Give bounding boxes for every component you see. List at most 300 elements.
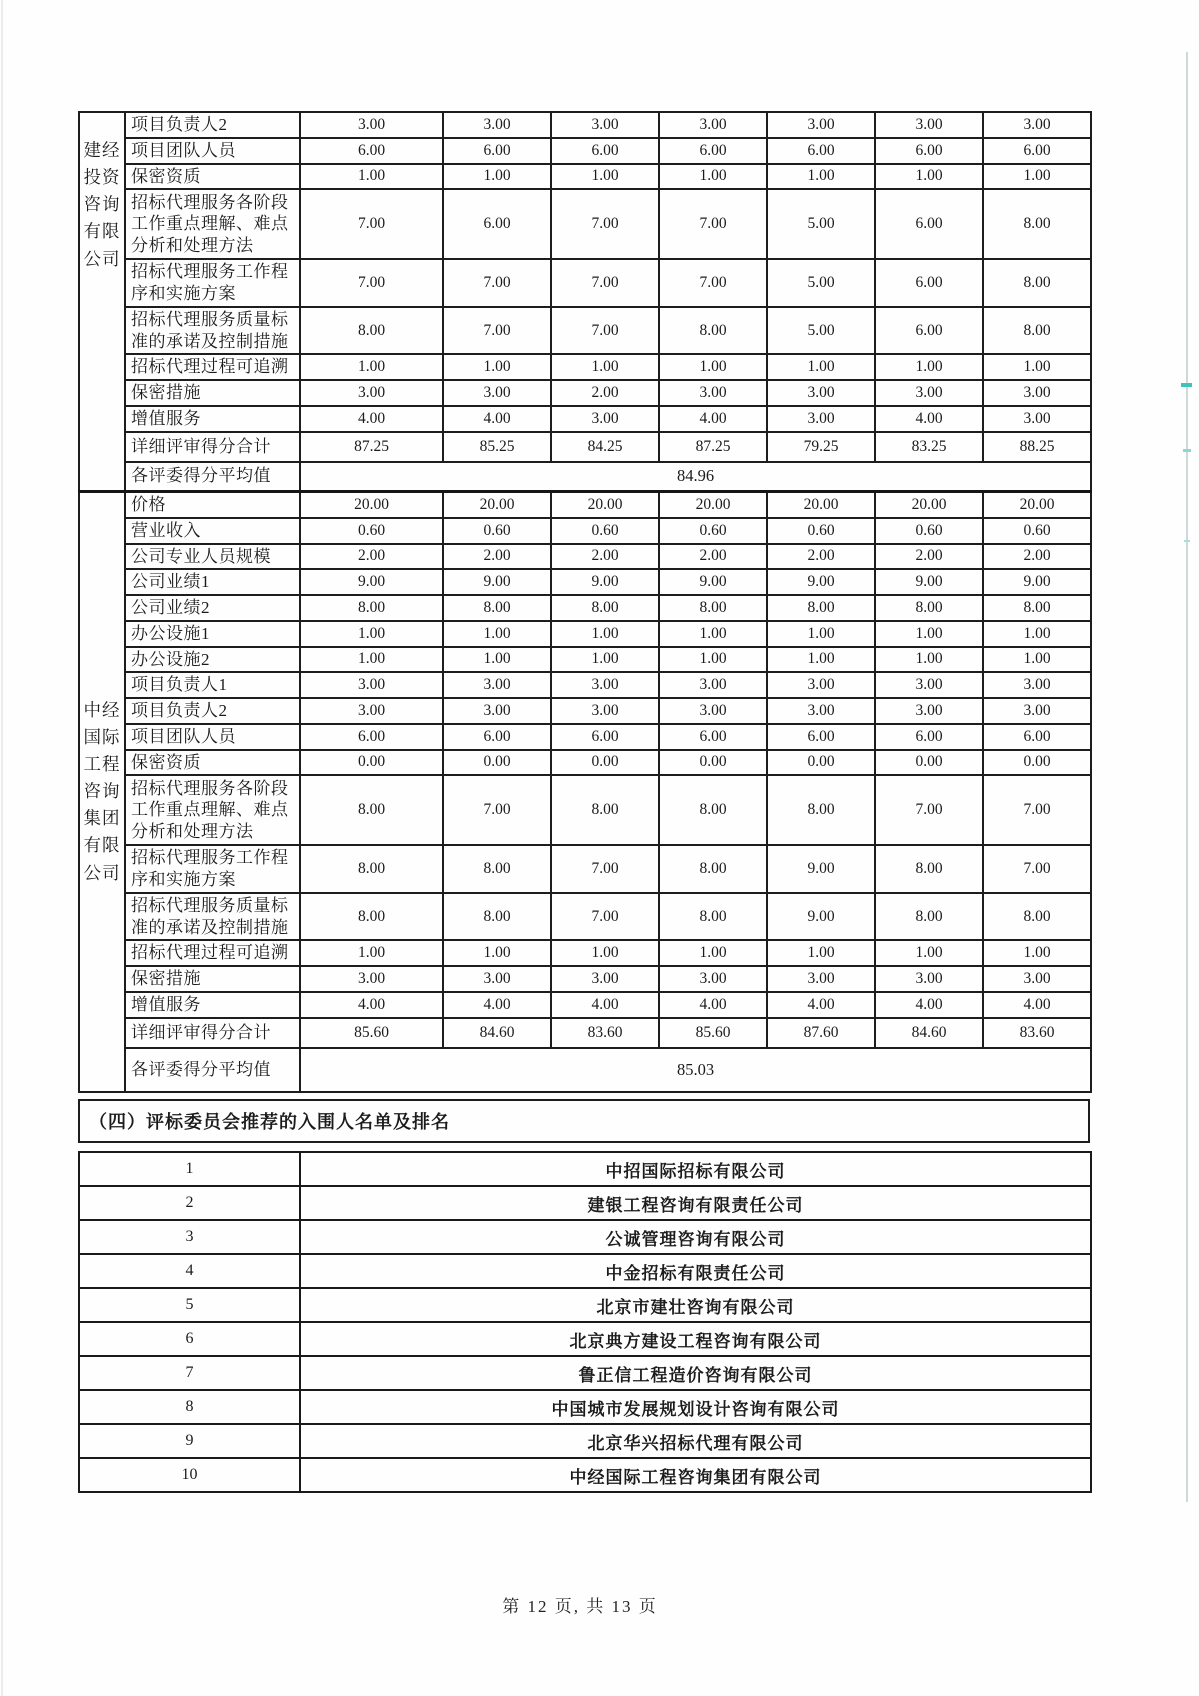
total-score-cell: 88.25 <box>983 432 1091 462</box>
score-cell: 3.00 <box>767 380 875 406</box>
score-cell: 3.00 <box>875 380 983 406</box>
score-cell: 0.60 <box>875 518 983 544</box>
score-cell: 3.00 <box>983 672 1091 698</box>
score-row <box>79 112 1091 138</box>
score-cell: 3.00 <box>300 672 443 698</box>
rank-number: 10 <box>79 1458 300 1492</box>
criteria-label: 价格 <box>125 492 300 518</box>
score-cell: 1.00 <box>983 647 1091 673</box>
score-cell: 8.00 <box>659 893 767 941</box>
score-cell: 3.00 <box>300 966 443 992</box>
score-cell: 1.00 <box>443 940 551 966</box>
score-cell: 20.00 <box>300 492 443 518</box>
company-name: 北京市建壮咨询有限公司 <box>300 1288 1091 1322</box>
ranking-row <box>79 1288 1091 1322</box>
score-cell: 6.00 <box>443 189 551 259</box>
score-cell: 20.00 <box>659 492 767 518</box>
score-row <box>79 138 1091 164</box>
score-cell: 3.00 <box>300 698 443 724</box>
score-cell: 9.00 <box>659 569 767 595</box>
score-cell: 3.00 <box>983 966 1091 992</box>
score-cell: 9.00 <box>875 569 983 595</box>
score-cell: 9.00 <box>767 569 875 595</box>
score-cell: 1.00 <box>767 621 875 647</box>
company-name: 中国城市发展规划设计咨询有限公司 <box>300 1390 1091 1424</box>
score-cell: 6.00 <box>983 724 1091 750</box>
score-cell: 0.00 <box>983 750 1091 776</box>
score-cell: 5.00 <box>767 259 875 307</box>
score-cell: 1.00 <box>983 621 1091 647</box>
score-cell: 6.00 <box>875 307 983 355</box>
criteria-label: 项目负责人2 <box>125 112 300 138</box>
bidder-name-text: 中经国际工程咨询集团有限公司 <box>83 699 121 883</box>
score-cell: 1.00 <box>875 621 983 647</box>
score-row <box>79 647 1091 673</box>
score-cell: 3.00 <box>875 698 983 724</box>
score-cell: 7.00 <box>443 259 551 307</box>
criteria-label: 项目团队人员 <box>125 138 300 164</box>
score-cell: 8.00 <box>659 595 767 621</box>
score-cell: 5.00 <box>767 189 875 259</box>
rank-number: 3 <box>79 1220 300 1254</box>
criteria-label: 保密资质 <box>125 750 300 776</box>
score-cell: 6.00 <box>875 724 983 750</box>
score-cell: 3.00 <box>767 698 875 724</box>
company-name: 建银工程咨询有限责任公司 <box>300 1186 1091 1220</box>
score-cell: 0.60 <box>983 518 1091 544</box>
score-cell: 3.00 <box>767 406 875 432</box>
score-cell: 1.00 <box>551 940 659 966</box>
score-row <box>79 595 1091 621</box>
score-cell: 0.60 <box>551 518 659 544</box>
total-score-cell: 79.25 <box>767 432 875 462</box>
criteria-label: 招标代理服务工作程序和实施方案 <box>125 259 300 307</box>
score-cell: 9.00 <box>767 845 875 893</box>
score-cell: 6.00 <box>875 189 983 259</box>
score-cell: 1.00 <box>875 354 983 380</box>
score-cell: 8.00 <box>443 893 551 941</box>
scan-edge-line <box>1186 52 1188 1502</box>
score-cell: 1.00 <box>551 354 659 380</box>
score-cell: 8.00 <box>983 259 1091 307</box>
criteria-label: 招标代理过程可追溯 <box>125 940 300 966</box>
score-cell: 3.00 <box>875 112 983 138</box>
score-cell: 7.00 <box>551 259 659 307</box>
bidder-name-text: 建经投资咨询有限公司 <box>83 140 121 269</box>
criteria-label: 招标代理服务质量标准的承诺及控制措施 <box>125 893 300 941</box>
score-cell: 3.00 <box>659 966 767 992</box>
company-name: 北京华兴招标代理有限公司 <box>300 1424 1091 1458</box>
score-cell: 8.00 <box>875 595 983 621</box>
score-cell: 2.00 <box>659 544 767 570</box>
score-cell: 3.00 <box>983 112 1091 138</box>
criteria-label: 详细评审得分合计 <box>125 432 300 462</box>
score-row <box>79 672 1091 698</box>
score-row <box>79 354 1091 380</box>
score-cell: 3.00 <box>983 698 1091 724</box>
score-cell: 1.00 <box>983 940 1091 966</box>
page-footer: 第 12 页, 共 13 页 <box>502 1597 658 1616</box>
score-cell: 1.00 <box>300 354 443 380</box>
score-cell: 1.00 <box>767 164 875 190</box>
rank-number: 6 <box>79 1322 300 1356</box>
criteria-label: 招标代理服务各阶段工作重点理解、难点分析和处理方法 <box>125 775 300 845</box>
score-cell: 3.00 <box>659 380 767 406</box>
score-cell: 0.00 <box>551 750 659 776</box>
criteria-label: 办公设施2 <box>125 647 300 673</box>
score-cell: 8.00 <box>767 775 875 845</box>
score-cell: 7.00 <box>659 189 767 259</box>
score-cell: 20.00 <box>767 492 875 518</box>
company-name: 中招国际招标有限公司 <box>300 1152 1091 1186</box>
total-score-cell: 85.60 <box>659 1018 767 1048</box>
company-name: 公诚管理咨询有限公司 <box>300 1220 1091 1254</box>
score-cell: 2.00 <box>300 544 443 570</box>
score-cell: 3.00 <box>551 966 659 992</box>
total-score-cell: 85.60 <box>300 1018 443 1048</box>
criteria-label: 保密资质 <box>125 164 300 190</box>
score-cell: 8.00 <box>983 189 1091 259</box>
criteria-label: 保密措施 <box>125 380 300 406</box>
score-cell: 1.00 <box>983 354 1091 380</box>
score-cell: 2.00 <box>875 544 983 570</box>
total-score-cell: 83.60 <box>983 1018 1091 1048</box>
score-cell: 0.60 <box>300 518 443 544</box>
score-cell: 20.00 <box>983 492 1091 518</box>
criteria-label: 招标代理过程可追溯 <box>125 354 300 380</box>
average-label: 各评委得分平均值 <box>125 462 300 492</box>
score-cell: 3.00 <box>767 672 875 698</box>
company-name: 北京典方建设工程咨询有限公司 <box>300 1322 1091 1356</box>
score-cell: 6.00 <box>551 138 659 164</box>
average-row <box>79 1048 1091 1092</box>
score-cell: 7.00 <box>551 307 659 355</box>
score-cell: 6.00 <box>875 138 983 164</box>
criteria-label: 项目负责人2 <box>125 698 300 724</box>
company-name: 中金招标有限责任公司 <box>300 1254 1091 1288</box>
ranking-row <box>79 1424 1091 1458</box>
score-cell: 4.00 <box>767 992 875 1018</box>
score-row <box>79 845 1091 893</box>
score-cell: 0.60 <box>443 518 551 544</box>
score-cell: 7.00 <box>551 893 659 941</box>
total-score-cell: 87.25 <box>300 432 443 462</box>
score-row <box>79 940 1091 966</box>
rank-number: 8 <box>79 1390 300 1424</box>
score-cell: 0.00 <box>875 750 983 776</box>
score-cell: 20.00 <box>875 492 983 518</box>
score-cell: 9.00 <box>983 569 1091 595</box>
ranking-row <box>79 1458 1091 1492</box>
score-cell: 3.00 <box>983 406 1091 432</box>
criteria-label: 项目团队人员 <box>125 724 300 750</box>
criteria-label: 详细评审得分合计 <box>125 1018 300 1048</box>
score-cell: 1.00 <box>659 354 767 380</box>
score-cell: 0.60 <box>767 518 875 544</box>
ranking-row <box>79 1152 1091 1186</box>
score-cell: 1.00 <box>659 940 767 966</box>
score-cell: 9.00 <box>443 569 551 595</box>
average-value: 85.03 <box>300 1048 1091 1092</box>
score-cell: 3.00 <box>767 966 875 992</box>
score-row <box>79 544 1091 570</box>
score-row <box>79 518 1091 544</box>
score-cell: 1.00 <box>875 940 983 966</box>
score-row <box>79 724 1091 750</box>
score-row <box>79 406 1091 432</box>
score-cell: 6.00 <box>875 259 983 307</box>
score-cell: 4.00 <box>875 406 983 432</box>
score-cell: 4.00 <box>659 406 767 432</box>
score-row <box>79 893 1091 941</box>
score-row <box>79 259 1091 307</box>
score-cell: 1.00 <box>300 621 443 647</box>
score-cell: 8.00 <box>875 845 983 893</box>
score-cell: 6.00 <box>659 724 767 750</box>
criteria-label: 公司业绩1 <box>125 569 300 595</box>
score-cell: 8.00 <box>659 845 767 893</box>
score-cell: 0.00 <box>300 750 443 776</box>
ranking-row <box>79 1390 1091 1424</box>
criteria-label: 增值服务 <box>125 992 300 1018</box>
score-cell: 8.00 <box>767 595 875 621</box>
score-cell: 0.00 <box>443 750 551 776</box>
score-cell: 2.00 <box>983 544 1091 570</box>
score-cell: 8.00 <box>983 893 1091 941</box>
score-cell: 0.60 <box>659 518 767 544</box>
score-cell: 1.00 <box>300 940 443 966</box>
score-cell: 4.00 <box>443 406 551 432</box>
bidder-name <box>79 112 125 492</box>
score-cell: 1.00 <box>551 647 659 673</box>
score-cell: 3.00 <box>443 380 551 406</box>
total-score-cell: 87.60 <box>767 1018 875 1048</box>
score-cell: 2.00 <box>551 380 659 406</box>
criteria-label: 公司业绩2 <box>125 595 300 621</box>
score-row <box>79 307 1091 355</box>
ranking-row <box>79 1322 1091 1356</box>
score-cell: 7.00 <box>659 259 767 307</box>
score-cell: 3.00 <box>443 698 551 724</box>
score-cell: 6.00 <box>983 138 1091 164</box>
score-cell: 2.00 <box>443 544 551 570</box>
scan-teal-mark <box>1183 449 1191 452</box>
score-cell: 1.00 <box>767 940 875 966</box>
score-cell: 3.00 <box>875 672 983 698</box>
scan-left-edge <box>1 0 3 1696</box>
ranking-row <box>79 1186 1091 1220</box>
score-row <box>79 164 1091 190</box>
score-cell: 3.00 <box>300 380 443 406</box>
score-cell: 6.00 <box>659 138 767 164</box>
score-cell: 6.00 <box>767 138 875 164</box>
criteria-label: 招标代理服务各阶段工作重点理解、难点分析和处理方法 <box>125 189 300 259</box>
rank-number: 7 <box>79 1356 300 1390</box>
score-cell: 8.00 <box>300 845 443 893</box>
score-cell: 1.00 <box>659 164 767 190</box>
score-row <box>79 621 1091 647</box>
score-cell: 20.00 <box>551 492 659 518</box>
ranking-table <box>78 1151 1092 1493</box>
score-cell: 4.00 <box>300 992 443 1018</box>
score-cell: 4.00 <box>551 992 659 1018</box>
score-cell: 1.00 <box>443 164 551 190</box>
total-score-cell: 84.60 <box>443 1018 551 1048</box>
rank-number: 9 <box>79 1424 300 1458</box>
total-score-cell: 87.25 <box>659 432 767 462</box>
ranking-row <box>79 1254 1091 1288</box>
score-cell: 7.00 <box>551 189 659 259</box>
score-cell: 6.00 <box>300 724 443 750</box>
score-cell: 8.00 <box>300 775 443 845</box>
score-row <box>79 775 1091 845</box>
criteria-label: 公司专业人员规模 <box>125 544 300 570</box>
section-heading: （四）评标委员会推荐的入围人名单及排名 <box>78 1099 1090 1143</box>
scan-teal-mark <box>1184 540 1190 542</box>
score-cell: 1.00 <box>300 164 443 190</box>
score-cell: 2.00 <box>551 544 659 570</box>
total-score-cell: 83.60 <box>551 1018 659 1048</box>
score-cell: 8.00 <box>551 775 659 845</box>
score-row <box>79 750 1091 776</box>
score-cell: 3.00 <box>551 406 659 432</box>
total-score-cell: 85.25 <box>443 432 551 462</box>
score-cell: 3.00 <box>551 698 659 724</box>
criteria-label: 招标代理服务质量标准的承诺及控制措施 <box>125 307 300 355</box>
score-cell: 0.00 <box>767 750 875 776</box>
score-cell: 3.00 <box>767 112 875 138</box>
rank-number: 4 <box>79 1254 300 1288</box>
score-cell: 8.00 <box>443 595 551 621</box>
score-row <box>79 492 1091 518</box>
score-cell: 5.00 <box>767 307 875 355</box>
score-cell: 4.00 <box>300 406 443 432</box>
rank-number: 1 <box>79 1152 300 1186</box>
total-row <box>79 1018 1091 1048</box>
score-cell: 7.00 <box>551 845 659 893</box>
score-cell: 1.00 <box>551 164 659 190</box>
score-cell: 7.00 <box>983 845 1091 893</box>
score-cell: 9.00 <box>551 569 659 595</box>
scan-teal-mark <box>1181 383 1192 387</box>
score-cell: 3.00 <box>875 966 983 992</box>
score-cell: 1.00 <box>767 354 875 380</box>
score-cell: 3.00 <box>551 672 659 698</box>
score-table <box>78 111 1092 1093</box>
score-cell: 3.00 <box>300 112 443 138</box>
score-cell: 1.00 <box>875 647 983 673</box>
score-cell: 4.00 <box>983 992 1091 1018</box>
score-cell: 7.00 <box>300 259 443 307</box>
score-table-body <box>79 112 1091 1092</box>
score-row <box>79 698 1091 724</box>
score-cell: 3.00 <box>983 380 1091 406</box>
rank-number: 5 <box>79 1288 300 1322</box>
ranking-row <box>79 1220 1091 1254</box>
score-cell: 8.00 <box>983 595 1091 621</box>
score-cell: 4.00 <box>443 992 551 1018</box>
score-cell: 8.00 <box>983 307 1091 355</box>
criteria-label: 增值服务 <box>125 406 300 432</box>
score-cell: 8.00 <box>443 845 551 893</box>
score-cell: 3.00 <box>443 966 551 992</box>
average-label: 各评委得分平均值 <box>125 1048 300 1092</box>
score-cell: 8.00 <box>300 595 443 621</box>
criteria-label: 营业收入 <box>125 518 300 544</box>
criteria-label: 办公设施1 <box>125 621 300 647</box>
total-row <box>79 432 1091 462</box>
criteria-label: 招标代理服务工作程序和实施方案 <box>125 845 300 893</box>
score-cell: 3.00 <box>551 112 659 138</box>
score-cell: 1.00 <box>659 647 767 673</box>
score-cell: 1.00 <box>443 354 551 380</box>
score-cell: 6.00 <box>300 138 443 164</box>
rank-number: 2 <box>79 1186 300 1220</box>
score-cell: 8.00 <box>551 595 659 621</box>
score-cell: 1.00 <box>767 647 875 673</box>
score-cell: 6.00 <box>443 724 551 750</box>
score-cell: 3.00 <box>659 672 767 698</box>
score-cell: 7.00 <box>300 189 443 259</box>
criteria-label: 保密措施 <box>125 966 300 992</box>
score-cell: 7.00 <box>983 775 1091 845</box>
score-cell: 20.00 <box>443 492 551 518</box>
company-name: 鲁正信工程造价咨询有限公司 <box>300 1356 1091 1390</box>
total-score-cell: 83.25 <box>875 432 983 462</box>
ranking-table-body <box>79 1152 1091 1492</box>
score-cell: 1.00 <box>300 647 443 673</box>
score-cell: 6.00 <box>443 138 551 164</box>
score-cell: 4.00 <box>659 992 767 1018</box>
score-row <box>79 569 1091 595</box>
score-cell: 7.00 <box>443 307 551 355</box>
score-cell: 2.00 <box>767 544 875 570</box>
score-row <box>79 992 1091 1018</box>
score-cell: 8.00 <box>300 307 443 355</box>
score-row <box>79 966 1091 992</box>
bidder-name <box>79 492 125 1092</box>
score-row <box>79 189 1091 259</box>
score-cell: 9.00 <box>300 569 443 595</box>
score-row <box>79 380 1091 406</box>
average-value: 84.96 <box>300 462 1091 492</box>
score-cell: 0.00 <box>659 750 767 776</box>
score-cell: 8.00 <box>875 893 983 941</box>
score-cell: 1.00 <box>875 164 983 190</box>
total-score-cell: 84.60 <box>875 1018 983 1048</box>
ranking-row <box>79 1356 1091 1390</box>
score-cell: 4.00 <box>875 992 983 1018</box>
score-cell: 8.00 <box>659 307 767 355</box>
score-cell: 1.00 <box>983 164 1091 190</box>
score-cell: 1.00 <box>443 647 551 673</box>
score-cell: 9.00 <box>767 893 875 941</box>
score-cell: 3.00 <box>443 112 551 138</box>
score-cell: 6.00 <box>767 724 875 750</box>
score-cell: 1.00 <box>551 621 659 647</box>
score-cell: 7.00 <box>875 775 983 845</box>
score-cell: 3.00 <box>659 112 767 138</box>
criteria-label: 项目负责人1 <box>125 672 300 698</box>
score-cell: 3.00 <box>443 672 551 698</box>
score-cell: 8.00 <box>300 893 443 941</box>
company-name: 中经国际工程咨询集团有限公司 <box>300 1458 1091 1492</box>
score-cell: 3.00 <box>659 698 767 724</box>
average-row <box>79 462 1091 492</box>
score-cell: 1.00 <box>659 621 767 647</box>
score-cell: 6.00 <box>551 724 659 750</box>
total-score-cell: 84.25 <box>551 432 659 462</box>
